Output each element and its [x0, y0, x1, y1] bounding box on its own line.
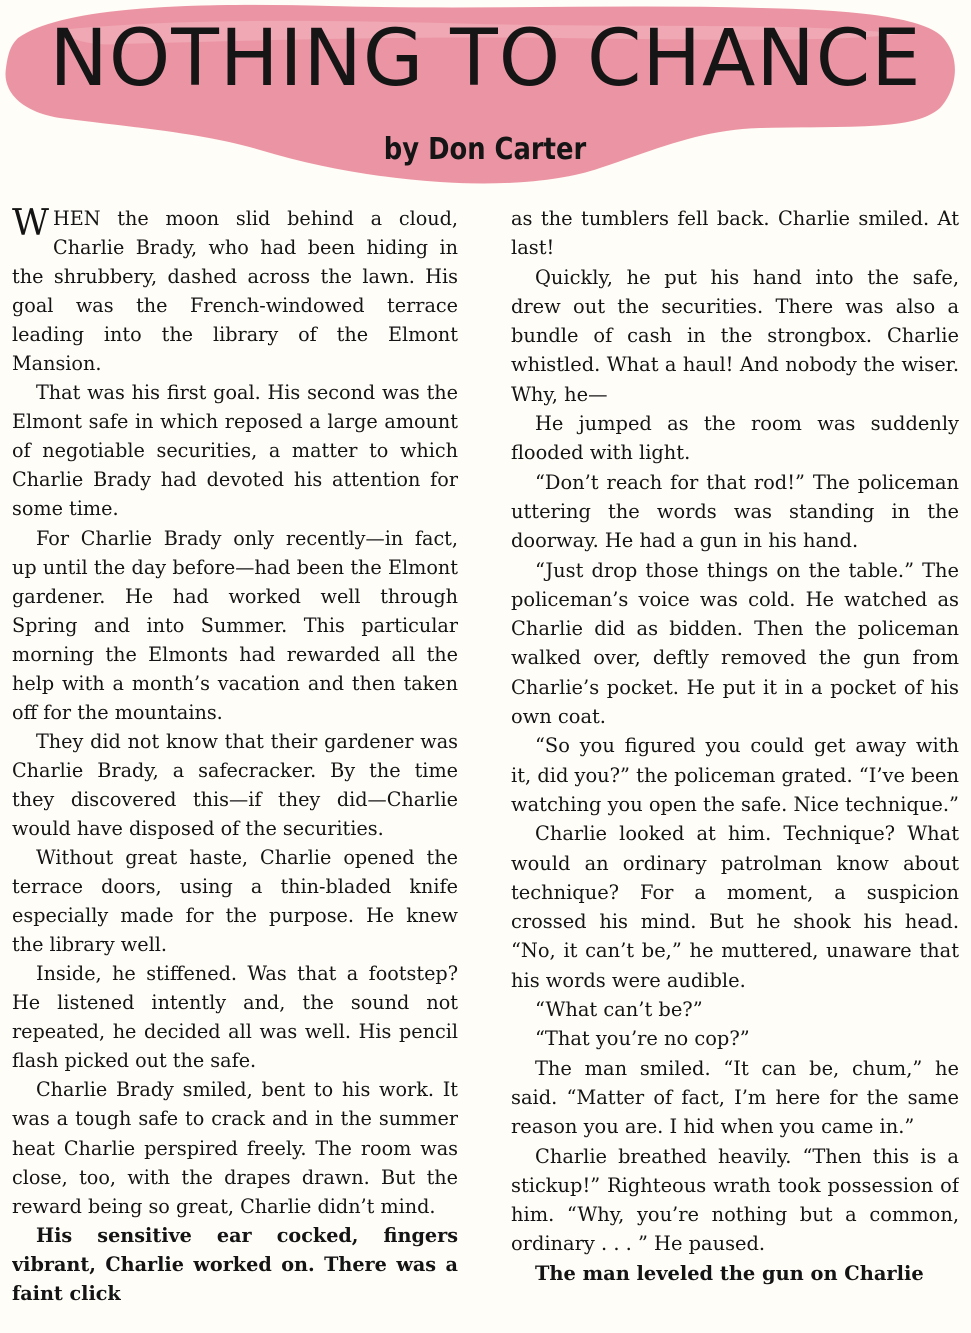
drop-cap: W	[12, 204, 50, 244]
paragraph: They did not know that their gardener was Charlie Brady, a safecracker. By the time they discovered this—if they did—Charlie would have disposed of the securities.	[12, 729, 458, 840]
paragraph: Charlie Brady smiled, bent to his work. It was a tough safe to crack and in the summer heat Charlie perspired freely. The room was close, too, with the drapes drawn. But the reward being so great, Charlie didn’t mind.	[12, 1078, 458, 1218]
paragraph: Inside, he stiffened. Was that a footstep? He listened intently and, the sound not repeated, he decided all was well. His pencil flash picked out the safe.	[12, 962, 458, 1073]
byline: by Don Carter	[383, 132, 587, 167]
paragraph: Charlie breathed heavily. “Then this is a stickup!” Righteous wrath took possession of him. “Why, you’re nothing but a common, ordinary . . . ” He paused.	[511, 1144, 959, 1256]
paragraph: The man smiled. “It can be, chum,” he said. “Matter of fact, I’m here for the same reason you are. I hid when you came in.”	[511, 1056, 959, 1139]
paragraph: “What can’t be?”	[535, 998, 703, 1022]
paragraph: “Don’t reach for that rod!” The policeman uttering the words was standing in the doorway. He had a gun in his hand.	[511, 470, 959, 553]
left-column	[12, 204, 458, 1330]
paragraph: His sensitive ear cocked, fingers vibrant, Charlie worked on. There was a faint click	[12, 1223, 458, 1305]
opening-paragraph	[12, 204, 458, 378]
paragraph: Without great haste, Charlie opened the terrace doors, using a thin-bladed knife especially made for the purpose. He knew the library well.	[12, 846, 458, 957]
paragraph: That was his first goal. His second was the Elmont safe in which reposed a large amount of negotiable securities, a matter to which Charlie Brady had devoted his attention for some time.	[12, 381, 458, 521]
paragraph: He jumped as the room was suddenly flooded with light.	[511, 412, 959, 465]
opening-paragraph-text: HEN the moon slid behind a cloud, Charlie Brady, who had been hiding in the shrubbery, dashed across the lawn. His goal was the French-windowed terrace leading into the library of the Elmont Mansion.	[12, 207, 458, 376]
paragraph: The man leveled the gun on Charlie	[535, 1261, 924, 1285]
right-column	[511, 204, 959, 1330]
column-gutter	[484, 214, 485, 1314]
continued-paragraph: as the tumblers fell back. Charlie smiled. At last!	[511, 207, 959, 260]
paragraph: Charlie looked at him. Technique? What would an ordinary patrolman know about technique? For a moment, a suspicion crossed his mind. But he shook his head. “No, it can’t be,” he muttered, unaware that his words were audible.	[511, 822, 959, 992]
paragraph: For Charlie Brady only recently—in fact, up until the day before—had been the Elmont gardener. He had worked well through Spring and into Summer. This particular morning the Elmonts had rewarded all the help with a month’s vacation and then taken off for the mountains.	[12, 526, 458, 724]
paragraph: Quickly, he put his hand into the safe, drew out the securities. There was also a bundle of cash in the strongbox. Charlie whistled. What a haul! And nobody the wiser. Why, he—	[511, 265, 959, 406]
paragraph: “Just drop those things on the table.” The policeman’s voice was cold. He watched as Charlie did as bidden. Then the policeman walked over, deftly removed the gun from Charlie’s pocket. He put it in a pocket of his own coat.	[511, 558, 959, 729]
paragraph: “So you figured you could get away with it, did you?” the policeman grated. “I’ve been watching you open the safe. Nice technique.”	[511, 734, 959, 816]
story-title: NOTHING TO CHANCE	[49, 14, 922, 104]
title-banner	[0, 0, 971, 200]
paragraph: “That you’re no cop?”	[535, 1027, 750, 1051]
